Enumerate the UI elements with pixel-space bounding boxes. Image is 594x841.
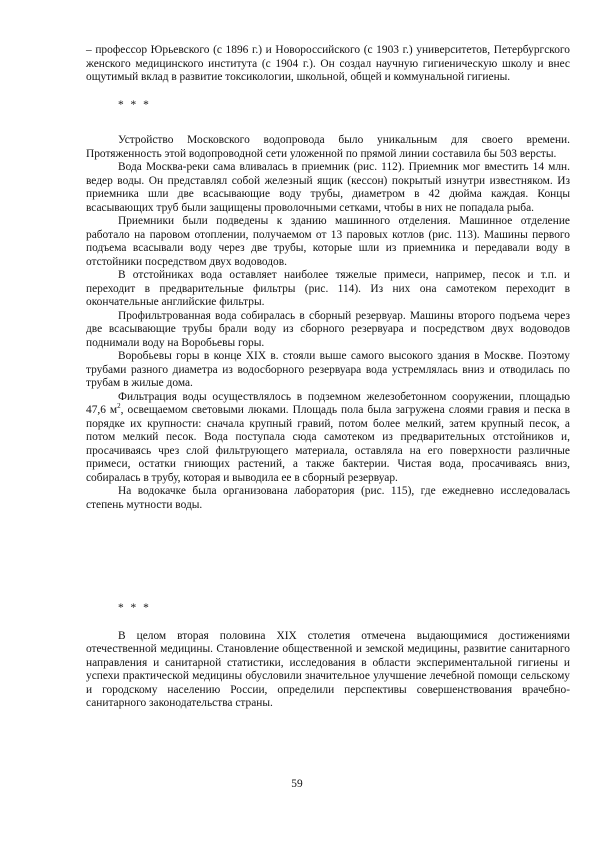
paragraph-intake: Вода Москва-реки сама вливалась в приемник (рис. 112). Приемник мог вместить 14 млн. ведер воды. Он представлял собой железный ящик (кессон) покрытый изнутри известняком. Из приемника шли две всасывающие воду трубы, диаметром в 42 дюйма каждая. Концы всасывающих труб были защищены проволочными сетками, чтобы в них не попадала рыба. [86, 161, 570, 214]
section-separator-2: * * * [118, 602, 151, 614]
paragraph-water-supply: Устройство Московского водопровода было уникальным для своего времени. Протяженность этой водопроводной сети уложенной по прямой линии составила бы 503 версты. [86, 134, 570, 160]
document-page [86, 44, 570, 711]
paragraph-settling-tanks: В отстойниках вода оставляет наиболее тяжелые примеси, например, песок и т.п. и переходит в предварительные фильтры (рис. 114). Из них она самотеком переходит в окончательные английские фильтры. [86, 269, 570, 308]
paragraph-conclusion: В целом вторая половина XIX столетия отмечена выдающимися достижениями отечественной медицины. Становление общественной и земской медицины, развитие санитарного направления и санитарной статистики, исследования в области экспериментальной гигиены и успехи практической медицины обусловили значительное улучшение лечебной помощи сельскому и городскому населению России, определили перспективы совершенствования врачебно-санитарного законодательства страны. [86, 629, 570, 709]
section-separator: * * * [118, 98, 151, 111]
paragraph-intro: – профессор Юрьевского (с 1896 г.) и Новороссийского (с 1903 г.) университетов, Петербургского женского медицинского института (с 1904 г.). Он создал научную гигиеническую школу и внес ощутимый вклад в развитие токсикологии, школьной, общей и коммунальной гигиены. [86, 44, 570, 83]
square-superscript: 2 [117, 402, 121, 411]
paragraph-engine-room: Приемники были подведены к зданию машинного отделения. Машинное отделение работало на паровом отоплении, получаемом от 13 паровых котлов (рис. 113). Машины первого подъема всасывали воду через две трубы, которые шли из приемника и передавали воду в отстойники посредством двух водоводов. [86, 215, 570, 268]
paragraph-laboratory: На водокачке была организована лаборатория (рис. 115), где ежедневно исследовалась степень мутности воды. [86, 485, 570, 511]
filtration-text-start: Фильтрация воды осуществлялось в подземном железобетонном сооружении, площадью 47,6 м [86, 390, 570, 416]
paragraph-filtration [86, 391, 570, 486]
filtration-text-end: , освещаемом световыми люками. Площадь пола была загружена слоями гравия и песка в порядке их крупности: сначала крупный гравий, потом более мелкий, затем крупный песок, а потом мелкий песок. Вода поступала сюда самотеком из предварительных отстойников и, просачиваясь чрез слой фильтрующего материала, оставляла на его поверхности различные примеси, остатки гниющих растений, а также бактерии. Чистая вода, просачиваясь вниз, собиралась в трубу, которая и выводила ее в сборный резервуар. [86, 404, 570, 484]
page-number: 59 [291, 778, 303, 790]
paragraph-vorobyovy-gory: Воробьевы горы в конце XIX в. стояли выше самого высокого здания в Москве. Поэтому трубами разного диаметра из водосборного резервуара вода устремлялась вниз и отводилась по трубам в жилые дома. [86, 350, 570, 389]
paragraph-reservoir: Профильтрованная вода собиралась в сборный резервуар. Машины второго подъема через две всасывающие трубы брали воду из сборного резервуара и посредством двух водоводов поднимали воду на Воробьевы горы. [86, 309, 570, 349]
